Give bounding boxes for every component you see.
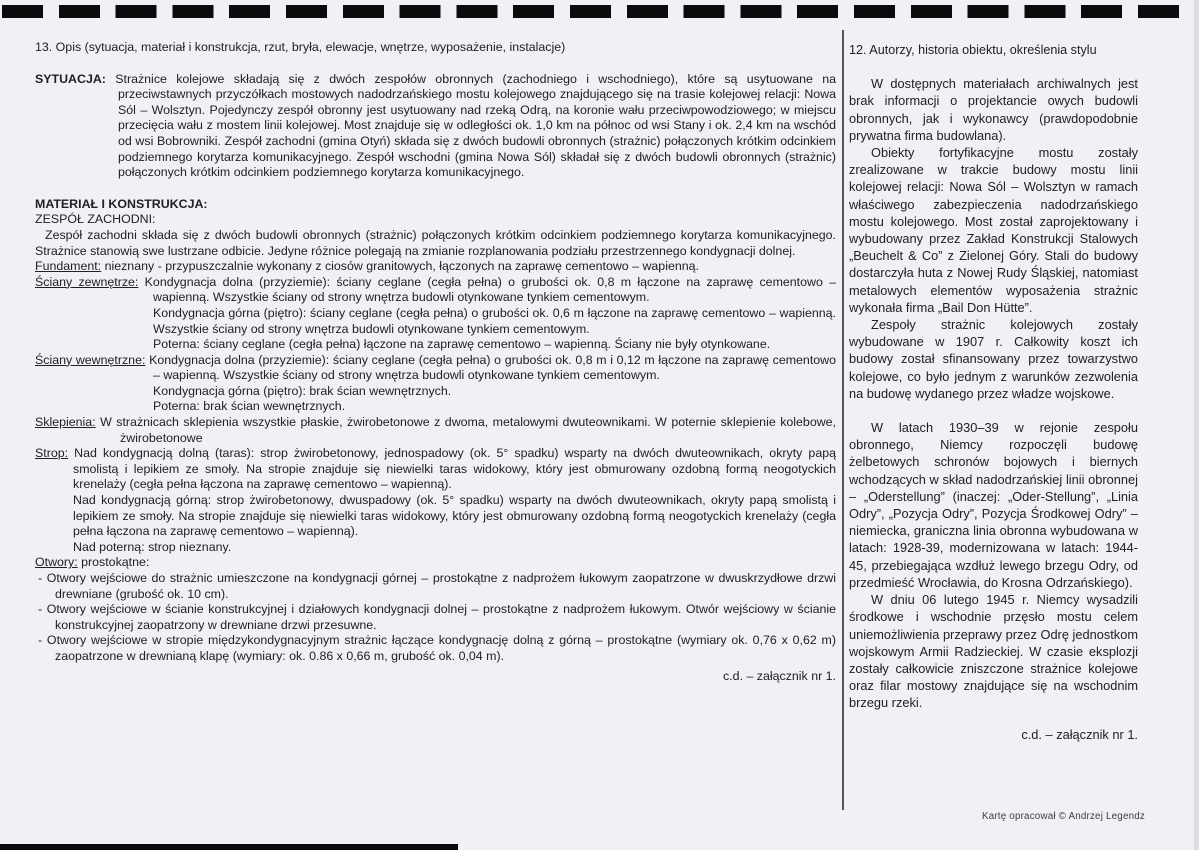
entry-line [35, 446, 836, 493]
material-konstrukcja-heading: MATERIAŁ I KONSTRUKCJA: [35, 196, 208, 211]
sciany-wewnetrzne-label: Ściany wewnętrzne: [35, 352, 146, 367]
section-13-heading: 13. Opis (sytuacja, materiał i konstrukcja, rzut, bryła, elewacje, wnętrze, wyposażenie, instalacje) [35, 40, 566, 54]
page-edge-shadow [1194, 0, 1199, 850]
strop-text-2: Nad kondygnacją górną: strop żwirobetonowy, dwuspadowy (ok. 5° spadku) wsparty na dwóch dwuteownikach, okryty papą smolistą i lepikiem ze smoły. Na stropie znajduje się niewielki taras widokowy, który jest obmurowany ozdobną formą neogotyckich krenelaży (cegła pełna łączona na zaprawę cementowo – wapienną). [73, 493, 836, 539]
section-12-history [849, 42, 1138, 743]
binding-holes-strip [2, 5, 1199, 18]
sciany-wewnetrzne-text-3: Poterna: brak ścian wewnętrznych. [153, 399, 346, 414]
section-12-heading: 12. Autorzy, historia obiektu, określenia stylu [849, 43, 1097, 57]
bottom-scan-mark [0, 844, 458, 850]
sytuacja-paragraph [35, 71, 836, 181]
history-paragraph-5: W dniu 06 lutego 1945 r. Niemcy wysadzili środkowe i wschodnie przęsło mostu celem uniemożliwienia przeprawy przez Odrę jednostkom wojskowym Armii Radzieckiej. W czasie eksplozji zostały całkowicie zniszczone strażnice kolejowe oraz filar mostowy znajdujące się na wschodnim brzegu rzeki. [849, 592, 1138, 711]
history-paragraph-4: W latach 1930–39 w rejonie zespołu obronnego, Niemcy rozpoczęli budowę żelbetowych schronów bojowych i biernych wchodzących w skład nadodrzańskiej linii obronnej – „Oderstellung” (inaczej: „Oder-Stellung”, „Linia Odry”, „Pozycja Odry”, Pozycja Środkowej Odry” – niemiecka, graniczna linia obronna wybudowana w latach: 1928-39, modernizowana w latach: 1944-45, przebiegająca wzdłuż lewego brzegu Odry, od przedmieść Wrocławia, do Krosna Odrzańskiego). [849, 420, 1138, 590]
sciany-zewnetrze-text-3: Poterna: ściany ceglane (cegła pełna) łączone na zaprawę cementowo – wapienną. Ściany nie były otynkowane. [153, 337, 771, 352]
sciany-zewnetrze-text-2: Kondygnacja górna (piętro): ściany ceglane (cegła pełna) o grubości ok. 0,6 m łączone na zaprawę cementowo – wapienną. Wszystkie ściany od strony wnętrza budowli otynkowane tynkiem cementowym. [153, 305, 836, 336]
sciany-zewnetrze-label: Ściany zewnętrze: [35, 274, 139, 289]
otwory-item-2: - Otwory wejściowe w ścianie konstrukcyjnej i działowych kondygnacji dolnej – prostokątne z nadprożem łukowym. Otwór wejściowy w ścianie konstrukcyjnej zaopatrzony w drewniane drzwi przesuwne. [38, 602, 836, 632]
strop-text-3: Nad poterną: strop nieznany. [73, 539, 232, 554]
sciany-wewnetrzne-text-2: Kondygnacja górna (piętro): brak ścian wewnętrznych. [153, 383, 452, 398]
continuation-note-right: c.d. – załącznik nr 1. [1021, 726, 1138, 742]
zespol-zachodni-heading: ZESPÓŁ ZACHODNI: [35, 212, 156, 227]
history-paragraph-1: W dostępnych materiałach archiwalnych jest brak informacji o projektancie owych budowli obronnych, jak i wykonawcy (prawdopodobnie prywatna firma budowlana). [849, 76, 1138, 143]
sytuacja-label: SYTUACJA: [35, 71, 106, 86]
sklepienia-text: W strażnicach sklepienia wszystkie płaskie, żwirobetonowe z dwoma, metalowymi dwuteownikami. W poternie sklepienie kolebowe, żwirobetonowe [100, 415, 836, 445]
sytuacja-block [35, 72, 836, 181]
footer-credit: Kartę opracował © Andrzej Legendz [981, 811, 1145, 822]
otwory-intro: prostokątne: [81, 555, 150, 570]
strop-label: Strop: [35, 446, 69, 461]
entry-sciany-zewnetrze [35, 275, 836, 353]
otwory-section [35, 555, 836, 664]
otwory-intro-line [35, 555, 836, 571]
entry-strop [35, 446, 836, 555]
continuation-note-left: c.d. – załącznik nr 1. [723, 668, 836, 683]
entry-sciany-wewnetrzne [35, 353, 836, 415]
history-paragraph-2: Obiekty fortyfikacyjne mostu zostały zrealizowane w trakcie budowy mostu linii kolejowej relacji: Nowa Sól – Wolsztyn w ramach właściwego zabezpieczenia nadodrzańskiego mostu kolejowego. Most został zaprojektowany i wybudowany przez Zakład Konstrukcji Stalowych „Beuchelt & Co” z Zielonej Góry. Stali do budowy dostarczyła huta z Nowej Rudy Śląskiej, natomiast metalowych elementów wyposażenia strażnic wykonała firma „Bail Don Hütte”. [849, 145, 1138, 315]
history-paragraph-3: Zespoły strażnic kolejowych zostały wybudowane w 1907 r. Całkowity koszt ich budowy został sfinansowany przez towarzystwo kolejowe, co było jednym z warunków zezwolenia na budowę wydanego przez władze wojskowe. [849, 317, 1138, 401]
sytuacja-text: Strażnice kolejowe składają się z dwóch zespołów obronnych (zachodniego i wschodniego), które są usytuowane na przeciwstawnych przyczółkach mostowych nadodrzańskiego mostu kolejowego znajdującego się na trasie kolejowej relacji: Nowa Sól – Wolsztyn. Pojedynczy zespół obronny jest usytuowany nad rzeką Odrą, na koronie wału przeciwpowodziowego; w miejscu przecięcia wału z mostem linii kolejowej. Most znajduje się w odległości ok. 1,0 km na północ od wsi Stany i ok. 2,4 km na wschód od wsi Bobrowniki. Zespół zachodni (gmina Otyń) składa się z dwóch budowli obronnych (strażnic) połączonych krótkim odcinkiem podziemnego korytarza komunikacyjnego. Zespół wschodni (gmina Nowa Sól) składał się z dwóch budowli obronnych (strażnic) połączonych krótkim odcinkiem podziemnego korytarza komunikacyjnego. [115, 71, 836, 180]
entry-line [35, 274, 837, 306]
otwory-label: Otwory: [35, 555, 78, 570]
otwory-item-3: - Otwory wejściowe w stropie międzykondygnacyjnym strażnic łączące kondygnację dolną z górną – prostokątne (wymiary ok. 0,76 x 0,62 m) zaopatrzone w drewnianą klapę (wymiary: ok. 0.86 x 0,66 m, grubość ok. 0,04 m). [38, 633, 836, 663]
fundament-label: Fundament: [35, 259, 102, 274]
sklepienia-label: Sklepienia: [35, 415, 96, 430]
entry-line [35, 352, 836, 384]
column-divider [842, 30, 844, 810]
fundament-text: nieznany - przypuszczalnie wykonany z ciosów granitowych, łączonych na zaprawę cementowo – wapienną. [104, 259, 699, 274]
otwory-item-1: - Otwory wejściowe do strażnic umieszczone na kondygnacji górnej – prostokątne z nadprożem łukowym zaopatrzone w dwuskrzydłowe drzwi drewniane (grubość ok. 10 cm). [38, 571, 836, 601]
section-13-description [35, 40, 836, 684]
sciany-zewnetrze-text-1: Kondygnacja dolna (przyziemie): ściany ceglane (cegła pełna) o grubości ok. 0,8 m łączone na zaprawę cementowo – wapienną. Wszystkie ściany od strony wnętrza budowli otynkowane tynkiem cementowym. [144, 274, 837, 305]
strop-text-1: Nad kondygnacją dolną (taras): strop żwirobetonowy, jednospadowy (ok. 5° spadku) wsparty na dwóch dwuteownikach, okryty papą smolistą i lepikiem ze smoły. Na stropie znajduje się niewielki taras widokowy, który jest obmurowany ozdobną formą neogotyckich krenelaży (cegła pełna łączona na zaprawę cementowo – wapienną). [73, 446, 836, 492]
entry-line [35, 415, 836, 446]
entry-sklepienia [35, 415, 836, 446]
sciany-wewnetrzne-text-1: Kondygnacja dolna (przyziemie): ściany ceglane (cegła pełna) o grubości ok. 0,8 m i 0,12 m łączone na zaprawę cementowo – wapienną. Wszystkie ściany od strony wnętrza budowli otynkowane tynkiem cementowym. [149, 352, 836, 383]
entry-fundament [35, 259, 836, 275]
zespol-zachodni-paragraph: Zespół zachodni składa się z dwóch budowli obronnych (strażnic) połączonych krótkim odcinkiem podziemnego korytarza komunikacyjnego. Strażnice stanowią swe lustrzane odbicie. Jedyne różnice polegają na zmianie rozplanowania podziału przestrzennego kondygnacji dolnej. [35, 227, 836, 258]
entry-line [35, 259, 836, 275]
